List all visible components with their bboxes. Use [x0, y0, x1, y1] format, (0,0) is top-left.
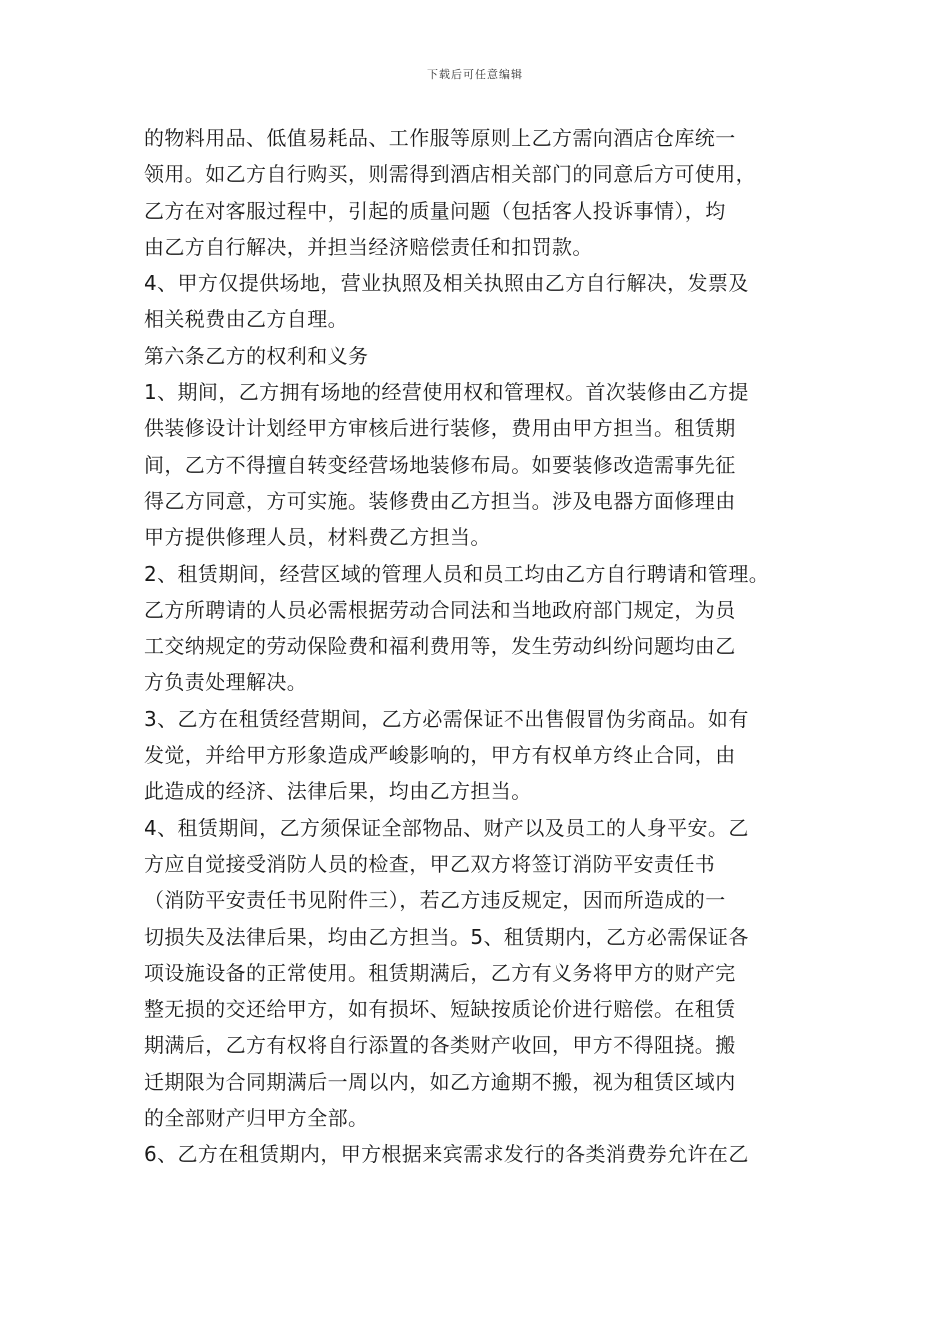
text-line: 项设施设备的正常使用。租赁期满后，乙方有义务将甲方的财产完 — [144, 960, 736, 985]
text-line: （消防平安责任书见附件三），若乙方违反规定，因而所造成的一 — [144, 888, 726, 913]
text-line: 4、甲方仅提供场地，营业执照及相关执照由乙方自行解决，发票及 — [144, 271, 749, 296]
text-line: 由乙方自行解决，并担当经济赔偿责任和扣罚款。 — [144, 234, 593, 259]
text-line: 4、租赁期间，乙方须保证全部物品、财产以及员工的人身平安。乙 — [144, 815, 749, 840]
text-line: 第六条乙方的权利和义务 — [144, 343, 369, 368]
text-line: 此造成的经济、法律后果，均由乙方担当。 — [144, 779, 532, 804]
document-body — [144, 120, 814, 1173]
text-line: 间，乙方不得擅自转变经营场地装修布局。如要装修改造需事先征 — [144, 452, 736, 477]
text-line: 的物料用品、低值易耗品、工作服等原则上乙方需向酒店仓库统一 — [144, 126, 736, 150]
text-line: 发觉，并给甲方形象造成严峻影响的，甲方有权单方终止合同，由 — [144, 743, 736, 768]
text-line: 相关税费由乙方自理。 — [144, 307, 348, 332]
text-line: 1、期间，乙方拥有场地的经营使用权和管理权。首次装修由乙方提 — [144, 380, 749, 405]
text-line: 领用。如乙方自行购买，则需得到酒店相关部门的同意后方可使用， — [144, 162, 756, 187]
text-line: 乙方所聘请的人员必需根据劳动合同法和当地政府部门规定，为员 — [144, 597, 736, 622]
text-line: 得乙方同意，方可实施。装修费由乙方担当。涉及电器方面修理由 — [144, 488, 736, 513]
text-line: 迁期限为合同期满后一周以内，如乙方逾期不搬，视为租赁区域内 — [144, 1069, 736, 1094]
header-note: 下载后可任意编辑 — [427, 68, 523, 81]
text-line: 整无损的交还给甲方，如有损坏、短缺按质论价进行赔偿。在租赁 — [144, 997, 736, 1022]
text-line: 工交纳规定的劳动保险费和福利费用等，发生劳动纠纷问题均由乙 — [144, 634, 736, 659]
text-line: 期满后，乙方有权将自行添置的各类财产收回，甲方不得阻挠。搬 — [144, 1033, 736, 1058]
text-line: 甲方提供修理人员，材料费乙方担当。 — [144, 525, 491, 550]
text-line: 2、租赁期间，经营区域的管理人员和员工均由乙方自行聘请和管理。 — [144, 561, 770, 586]
text-line: 切损失及法律后果，均由乙方担当。5、租赁期内，乙方必需保证各 — [144, 924, 749, 949]
text-line: 方负责处理解决。 — [144, 670, 308, 695]
text-line: 3、乙方在租赁经营期间，乙方必需保证不出售假冒伪劣商品。如有 — [144, 706, 749, 731]
text-line: 6、乙方在租赁期内，甲方根据来宾需求发行的各类消费券允许在乙 — [144, 1142, 749, 1167]
text-line: 乙方在对客服过程中，引起的质量问题（包括客人投诉事情），均 — [144, 198, 726, 223]
text-line: 方应自觉接受消防人员的检查，甲乙双方将签订消防平安责任书 — [144, 851, 716, 876]
text-line: 的全部财产归甲方全部。 — [144, 1106, 369, 1131]
text-line: 供装修设计计划经甲方审核后进行装修，费用由甲方担当。租赁期 — [144, 416, 736, 441]
